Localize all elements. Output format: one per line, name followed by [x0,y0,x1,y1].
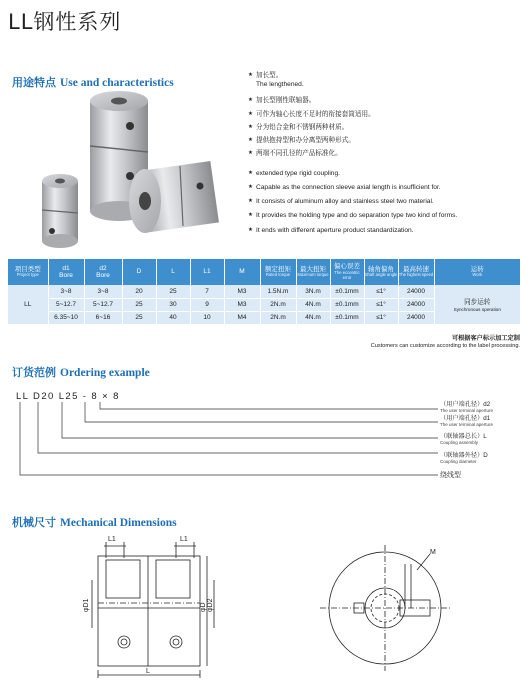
table-cell: 10 [190,311,224,324]
dimensions-section-title [12,514,177,530]
th-type: 项目类型 Project type [8,259,48,285]
product-photo [30,86,240,261]
table-cell: ±0.1mm [330,311,364,324]
table-cell: 9 [190,298,224,311]
th-d1: d1 Bore [48,259,84,285]
table-cell: 3~8 [84,285,122,298]
feature-en-5: ★ It ends with different aperture product standardization. [248,227,528,235]
ordering-label-d2: （用户端孔径）d2 The user terminal aperture [440,401,494,414]
cell-type: LL [8,285,48,324]
ordering-label-L: （联轴器总长）L Coupling assembly [440,433,487,446]
spec-table [8,259,521,325]
table-cell: ±0.1mm [330,285,364,298]
table-cell: M3 [224,298,260,311]
ordering-code: LL D20 L25 - 8 × 8 [16,391,120,402]
table-cell: 3~8 [48,285,84,298]
table-cell: 5~12.7 [48,298,84,311]
table-cell: 40 [156,311,190,324]
usage-title-en: Use and characteristics [60,77,174,89]
table-cell: 30 [156,298,190,311]
feature-en-2: ★ Capable as the connection sleeve axial length is insufficient for. [248,184,528,192]
table-cell: 25 [122,298,156,311]
spec-note-cn: 可根据客户标示加工定制 [451,335,520,342]
th-d2: d2 Bore [84,259,122,285]
th-eccentric: 偏心误差 The eccentric error [330,259,364,285]
mechanical-drawing [0,530,530,681]
ordering-title-cn: 订货范例 [12,366,56,379]
table-cell: 2N.m [260,298,296,311]
table-cell: ±0.1mm [330,298,364,311]
table-cell: 24000 [398,298,434,311]
th-D: D [122,259,156,285]
th-speed: 最高转速 The highest speed [398,259,434,285]
dim-l1-left: L1 [108,536,116,543]
table-cell: 1.5N.m [260,285,296,298]
feature-cn-5: ★ 两端不同孔径的产品标准化。 [248,150,528,158]
dim-phi-d: φD [200,602,207,612]
ordering-label-d1: （用户端孔径）d1 The user terminal aperture [440,415,494,428]
th-L1: L1 [190,259,224,285]
feature-top-cn: ★ 加长型。 [248,72,528,80]
table-cell: 6~16 [84,311,122,324]
feature-cn-3: ★ 分为铝合金和不锈钢两种材质。 [248,124,528,132]
dim-phi-d1: φD1 [83,598,90,612]
table-cell: ≤1° [364,298,398,311]
dim-M: M [430,549,436,556]
th-shaft-angle: 轴角偏角 Shaft angle angle [364,259,398,285]
feature-en-4: ★ It provides the holding type and do separation type two kind of forms. [248,212,528,220]
table-cell: 24000 [398,285,434,298]
ordering-label-type: 绕线型 [440,472,461,479]
table-cell: ≤1° [364,285,398,298]
table-cell: 3N.m [296,285,330,298]
table-cell: 5~12.7 [84,298,122,311]
table-cell: M3 [224,285,260,298]
ordering-label-D: （联轴器外径）D Coupling diameter [440,452,488,465]
table-cell: 25 [122,311,156,324]
table-cell: 24000 [398,311,434,324]
th-rated-torque: 额定扭矩 Rated torque [260,259,296,285]
table-cell: 4N.m [296,298,330,311]
table-cell: 4N.m [296,311,330,324]
table-cell: 25 [156,285,190,298]
th-max-torque: 最大扭矩 Maximum torque [296,259,330,285]
th-L: L [156,259,190,285]
usage-title-cn: 用途特点 [12,76,56,89]
feature-en-3: ★ It consists of aluminum alloy and stainless steel two material. [248,198,528,206]
page-title: LL钢性系列 [8,10,122,34]
table-cell: ≤1° [364,311,398,324]
feature-top-en: The lengthened. [256,81,304,89]
spec-note [371,335,520,350]
spec-note-en: Customers can customize according to the label processing. [370,343,520,350]
feature-en-1: ★ extended type rigid coupling. [248,170,528,178]
feature-cn-4: ★ 提供抱持型和办分离型两种形式。 [248,137,528,145]
feature-cn-1: ★ 加长型刚性联轴器。 [248,97,528,105]
dim-L: L [146,668,150,675]
th-M: M [224,259,260,285]
dim-phi-d2: φD2 [207,598,214,612]
table-cell: M4 [224,311,260,324]
feature-list [248,72,528,236]
table-cell: 20 [122,285,156,298]
table-cell: 2N.m [260,311,296,324]
table-cell: 6.35~10 [48,311,84,324]
dimensions-title-en: Mechanical Dimensions [60,517,177,529]
ordering-section-title [12,364,150,380]
dimensions-title-cn: 机械尺寸 [12,516,56,529]
cell-work: 同步运转 Synchronous operation [434,285,521,324]
feature-cn-2: ★ 可作为轴心长度不足时的衔接套筒适用。 [248,111,528,119]
ordering-title-en: Ordering example [60,367,150,379]
spec-table-header [8,259,521,285]
table-row [8,285,521,298]
th-work: 运转 Work [434,259,521,285]
table-cell: 7 [190,285,224,298]
dim-l1-right: L1 [180,536,188,543]
